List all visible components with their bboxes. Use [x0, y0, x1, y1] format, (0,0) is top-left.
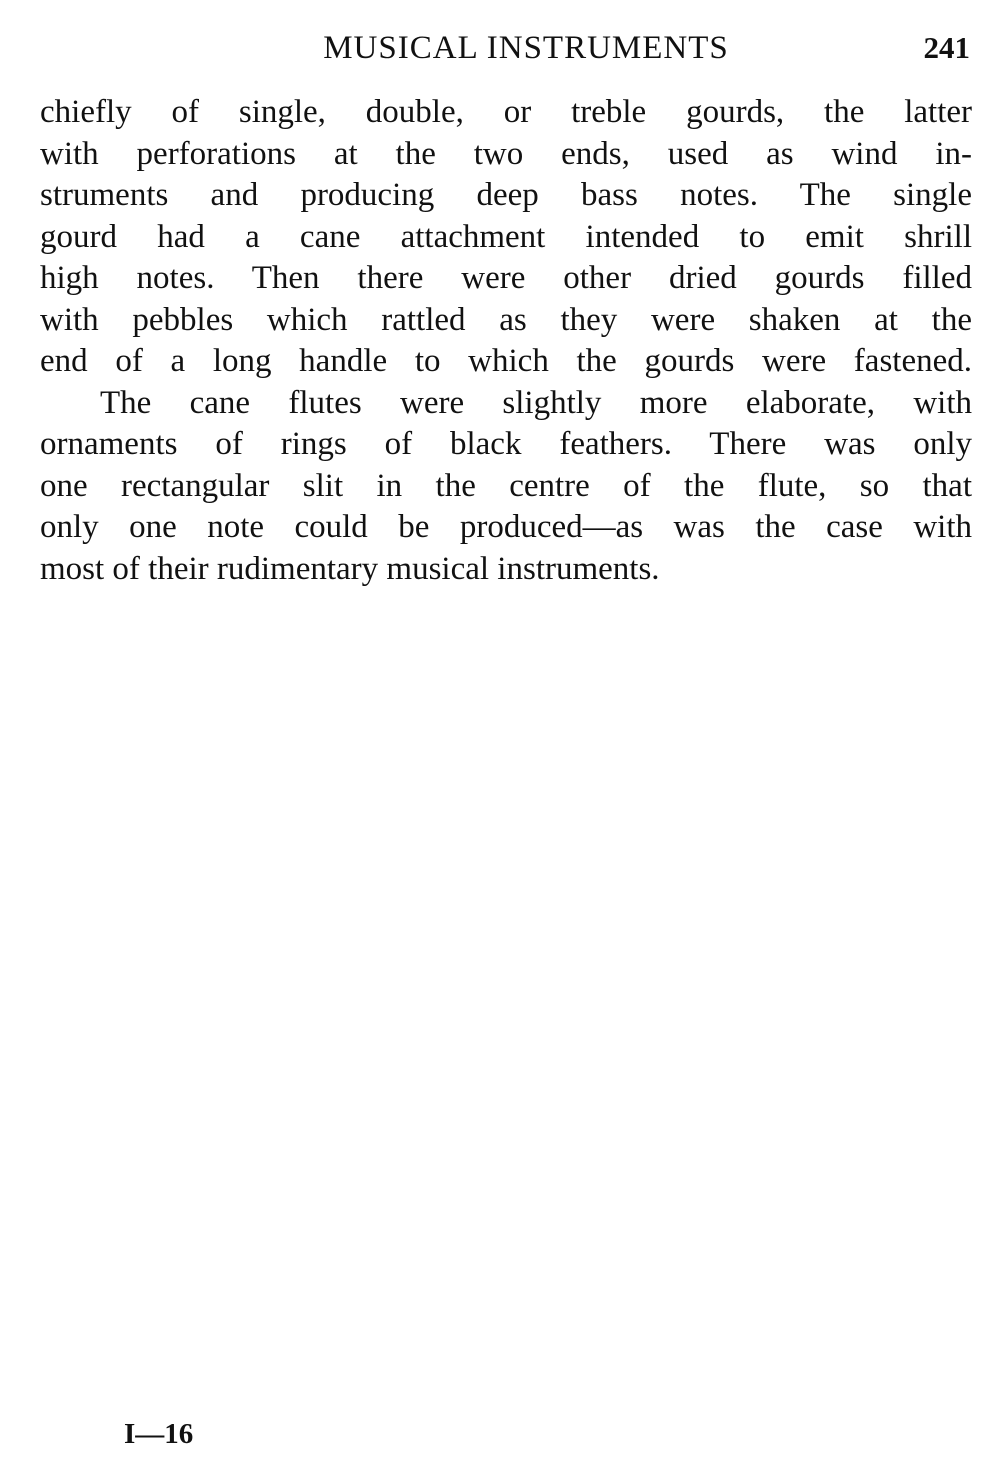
text-line: ornaments of rings of black feathers. There was only	[40, 426, 972, 462]
body-text	[40, 92, 972, 590]
running-title: MUSICAL INSTRUMENTS	[323, 30, 729, 66]
page-number: 241	[923, 30, 970, 65]
text-line: high notes. Then there were other dried gourds filled	[40, 260, 972, 296]
signature-mark: I—16	[124, 1418, 194, 1450]
text-line: gourd had a cane attachment intended to emit shrill	[40, 218, 972, 255]
text-line: The cane flutes were slightly more elaborate, with	[100, 384, 972, 421]
text-line: one rectangular slit in the centre of the flute, so that	[40, 467, 972, 504]
text-line: with perforations at the two ends, used as wind in-	[40, 135, 972, 172]
text-line: struments and producing deep bass notes. The single	[40, 177, 972, 213]
text-line: chiefly of single, double, or treble gourds, the latter	[40, 94, 972, 130]
text-line: with pebbles which rattled as they were shaken at the	[40, 301, 972, 338]
text-line: only one note could be produced—as was the case with	[40, 509, 972, 545]
paragraph-2	[40, 383, 972, 591]
paragraph-1	[40, 92, 972, 383]
text-line: most of their rudimentary musical instruments.	[40, 550, 660, 587]
text-line: end of a long handle to which the gourds were fastened.	[40, 343, 972, 379]
page-header	[40, 24, 972, 72]
